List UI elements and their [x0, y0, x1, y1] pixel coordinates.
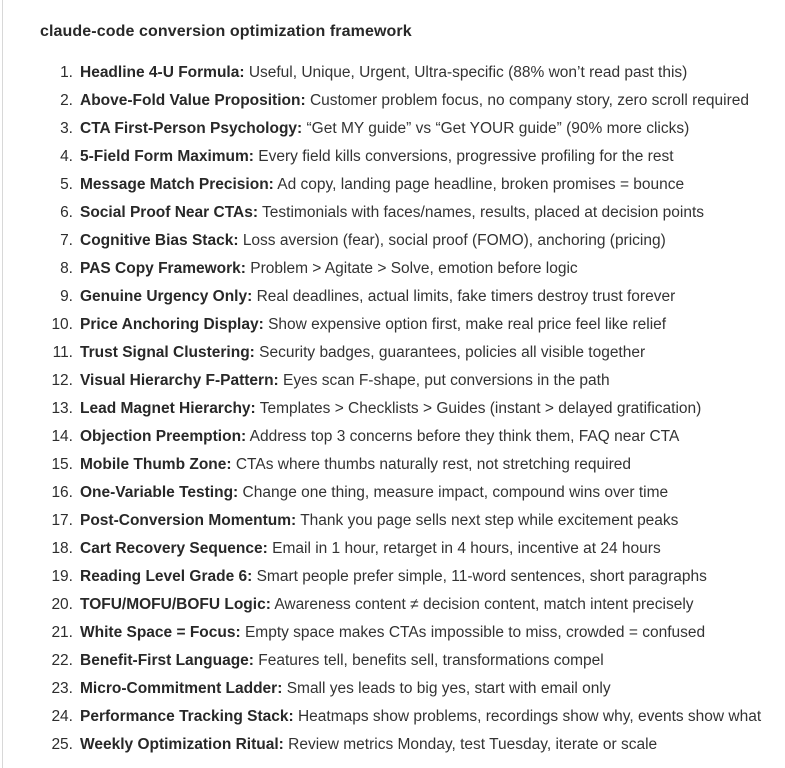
item-label: Weekly Optimization Ritual: — [80, 736, 284, 753]
item-text: Customer problem focus, no company story, zero scroll required — [309, 92, 749, 109]
item-label: White Space = Focus: — [80, 624, 241, 641]
item-text: Address top 3 concerns before they think them, FAQ near CTA — [249, 428, 680, 445]
item-label: Genuine Urgency Only: — [80, 288, 253, 305]
item-label: PAS Copy Framework: — [80, 260, 246, 277]
item-text: Small yes leads to big yes, start with email only — [286, 680, 611, 697]
list-item — [40, 339, 775, 367]
framework-list — [40, 59, 775, 759]
item-label: Cart Recovery Sequence: — [80, 540, 268, 557]
item-number: 24. — [51, 708, 73, 725]
item-label: Trust Signal Clustering: — [80, 344, 255, 361]
item-text: Real deadlines, actual limits, fake timers destroy trust forever — [256, 288, 676, 305]
item-number: 8. — [60, 260, 73, 277]
item-label: Above-Fold Value Proposition: — [80, 92, 306, 109]
item-number: 15. — [51, 456, 73, 473]
item-content — [80, 591, 694, 619]
item-number: 13. — [51, 400, 73, 417]
item-text: Review metrics Monday, test Tuesday, iterate or scale — [288, 736, 658, 753]
item-number: 6. — [60, 204, 73, 221]
list-item — [40, 395, 775, 423]
item-content — [80, 703, 761, 731]
item-number: 21. — [51, 624, 73, 641]
item-content — [80, 311, 666, 339]
item-number: 3. — [60, 120, 73, 137]
list-item — [40, 423, 775, 451]
item-text: Smart people prefer simple, 11-word sentences, short paragraphs — [256, 568, 707, 585]
item-number: 4. — [60, 148, 73, 165]
page-title: claude-code conversion optimization framework — [40, 23, 412, 40]
item-number: 1. — [60, 64, 73, 81]
list-item — [40, 115, 775, 143]
item-number: 25. — [51, 736, 73, 753]
item-content — [80, 283, 675, 311]
item-content — [80, 255, 578, 283]
item-number: 2. — [60, 92, 73, 109]
item-number: 17. — [51, 512, 73, 529]
item-text: Thank you page sells next step while excitement peaks — [300, 512, 679, 529]
list-item — [40, 227, 775, 255]
item-label: Visual Hierarchy F-Pattern: — [80, 372, 279, 389]
item-content — [80, 171, 684, 199]
item-content — [80, 619, 705, 647]
item-text: Ad copy, landing page headline, broken promises = bounce — [277, 176, 685, 193]
item-content — [80, 507, 678, 535]
item-content — [80, 87, 749, 115]
item-text: Templates > Checklists > Guides (instant > delayed gratification) — [259, 400, 702, 417]
item-label: Performance Tracking Stack: — [80, 708, 294, 725]
item-label: One-Variable Testing: — [80, 484, 239, 501]
item-label: TOFU/MOFU/BOFU Logic: — [80, 596, 271, 613]
list-item — [40, 479, 775, 507]
item-text: CTAs where thumbs naturally rest, not stretching required — [235, 456, 631, 473]
list-item — [40, 311, 775, 339]
item-number: 18. — [51, 540, 73, 557]
item-content — [80, 367, 610, 395]
item-label: Social Proof Near CTAs: — [80, 204, 259, 221]
item-content — [80, 535, 661, 563]
list-item — [40, 507, 775, 535]
list-item — [40, 143, 775, 171]
item-label: Price Anchoring Display: — [80, 316, 264, 333]
item-content — [80, 143, 674, 171]
item-content — [80, 115, 689, 143]
list-item — [40, 619, 775, 647]
item-content — [80, 675, 611, 703]
list-item — [40, 87, 775, 115]
item-content — [80, 731, 657, 759]
item-number: 14. — [51, 428, 73, 445]
item-label: Benefit-First Language: — [80, 652, 254, 669]
item-label: Lead Magnet Hierarchy: — [80, 400, 256, 417]
list-item — [40, 535, 775, 563]
item-text: Heatmaps show problems, recordings show why, events show what — [297, 708, 762, 725]
item-text: “Get MY guide” vs “Get YOUR guide” (90% more clicks) — [306, 120, 690, 137]
item-number: 23. — [51, 680, 73, 697]
item-number: 11. — [52, 344, 73, 361]
item-text: Loss aversion (fear), social proof (FOMO), anchoring (pricing) — [242, 232, 666, 249]
item-label: 5-Field Form Maximum: — [80, 148, 254, 165]
item-label: Post-Conversion Momentum: — [80, 512, 297, 529]
item-content — [80, 423, 679, 451]
item-number: 19. — [51, 568, 73, 585]
item-text: Security badges, guarantees, policies all visible together — [259, 344, 646, 361]
list-item — [40, 591, 775, 619]
item-content — [80, 647, 604, 675]
list-item — [40, 171, 775, 199]
item-text: Change one thing, measure impact, compound wins over time — [242, 484, 669, 501]
list-item — [40, 283, 775, 311]
item-text: Testimonials with faces/names, results, placed at decision points — [262, 204, 705, 221]
item-label: Message Match Precision: — [80, 176, 274, 193]
list-item — [40, 367, 775, 395]
list-item — [40, 675, 775, 703]
item-content — [80, 479, 668, 507]
item-content — [80, 199, 704, 227]
list-item — [40, 199, 775, 227]
list-item — [40, 731, 775, 759]
item-label: CTA First-Person Psychology: — [80, 120, 303, 137]
item-text: Features tell, benefits sell, transformations compel — [258, 652, 604, 669]
item-text: Email in 1 hour, retarget in 4 hours, incentive at 24 hours — [272, 540, 661, 557]
item-number: 7. — [60, 232, 73, 249]
item-number: 12. — [51, 372, 73, 389]
list-item — [40, 451, 775, 479]
item-content — [80, 395, 701, 423]
item-label: Cognitive Bias Stack: — [80, 232, 239, 249]
item-content — [80, 339, 645, 367]
list-item — [40, 647, 775, 675]
item-number: 20. — [51, 596, 73, 613]
item-label: Objection Preemption: — [80, 428, 247, 445]
item-label: Mobile Thumb Zone: — [80, 456, 232, 473]
item-content — [80, 59, 687, 87]
list-item — [40, 703, 775, 731]
item-content — [80, 227, 666, 255]
item-number: 22. — [51, 652, 73, 669]
item-label: Reading Level Grade 6: — [80, 568, 253, 585]
item-label: Micro-Commitment Ladder: — [80, 680, 283, 697]
item-content — [80, 451, 631, 479]
item-text: Problem > Agitate > Solve, emotion before logic — [250, 260, 578, 277]
list-item — [40, 59, 775, 87]
item-text: Every field kills conversions, progressive profiling for the rest — [258, 148, 674, 165]
item-text: Empty space makes CTAs impossible to miss, crowded = confused — [244, 624, 706, 641]
list-item — [40, 563, 775, 591]
item-text: Show expensive option first, make real price feel like relief — [268, 316, 667, 333]
item-number: 10. — [51, 316, 73, 333]
list-item — [40, 255, 775, 283]
item-text: Awareness content ≠ decision content, match intent precisely — [274, 596, 694, 613]
item-label: Headline 4-U Formula: — [80, 64, 245, 81]
item-text: Eyes scan F-shape, put conversions in the path — [283, 372, 610, 389]
item-number: 9. — [60, 288, 73, 305]
left-edge-divider — [2, 0, 3, 768]
item-number: 16. — [51, 484, 73, 501]
item-number: 5. — [60, 176, 73, 193]
item-content — [80, 563, 707, 591]
item-text: Useful, Unique, Urgent, Ultra-specific (88% won’t read past this) — [248, 64, 688, 81]
